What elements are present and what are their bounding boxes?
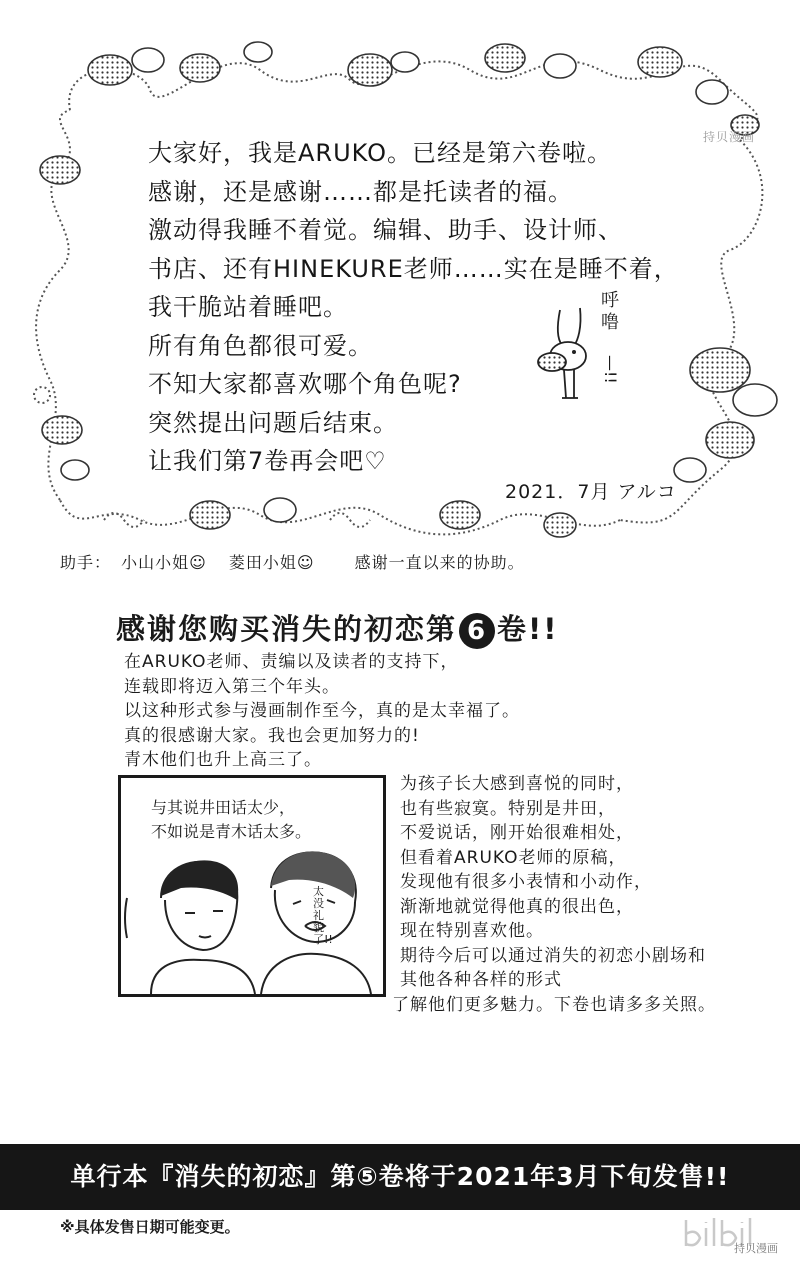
editor-note (124, 650, 520, 773)
signature: 2021．7月 アルコ (505, 481, 677, 503)
speech-line: 与其说井田话太少， (151, 798, 296, 817)
comic-aside-text: 太没礼貌了!! (313, 885, 333, 946)
note-line: 大家好，我是ARUKO。已经是第六卷啦。 (148, 139, 612, 167)
thanks-title-before: 感谢您购买消失的初恋第 (116, 612, 458, 646)
bottom-watermark: 持贝漫画 (734, 1242, 778, 1255)
editor-note-line: 期待今后可以通过消失的初恋小剧场和 (400, 945, 706, 966)
editor-note-line: 但看着ARUKO老师的原稿， (400, 847, 627, 868)
assistant-name: 小山小姐☺ (121, 553, 207, 572)
editor-note-line: 在ARUKO老师、责编以及读者的支持下， (124, 652, 459, 672)
assistant-credits (60, 550, 529, 573)
editor-note-line: 其他各种各样的形式 (400, 970, 562, 990)
note-line: 突然提出问题后结束。 (148, 408, 398, 437)
editor-note-line: 以这种形式参与漫画制作至今，真的是太幸福了。 (124, 701, 520, 721)
editor-note-continued (392, 772, 716, 1017)
assistant-thanks: 感谢一直以来的协助。 (354, 553, 525, 572)
snore-tail: —!! (601, 355, 620, 384)
release-footnote: ※具体发售日期可能变更。 (60, 1218, 240, 1236)
editor-note-line: 也有些寂寞。特别是井田， (400, 798, 616, 819)
volume-badge: 6 (459, 613, 495, 649)
thanks-title-after: 卷!! (497, 612, 559, 646)
editor-note-line: 为孩子长大感到喜悦的同时， (400, 774, 634, 794)
speech-bubble (151, 796, 311, 844)
assistant-label: 助手： (60, 553, 112, 572)
note-line: 感谢，还是感谢……都是托读者的福。 (148, 177, 573, 206)
note-line: 让我们第7卷再会吧♡ (148, 447, 387, 475)
assistant-name: 菱田小姐☺ (228, 553, 315, 572)
release-banner: 单行本『消失的初恋』第⑤卷将于2021年3月下旬发售!! (0, 1144, 800, 1210)
sleeping-rabbit-illustration (522, 300, 602, 420)
editor-note-line: 现在特别喜欢他。 (400, 921, 544, 941)
note-line: 我干脆站着睡吧。 (148, 293, 348, 321)
top-watermark: 持贝漫画 (703, 130, 756, 144)
snore-char: 呼 (601, 290, 619, 311)
note-line: 激动得我睡不着觉。编辑、助手、设计师、 (148, 216, 623, 244)
editor-note-line: 真的很感谢大家。我也会更加努力的! (124, 725, 420, 746)
editor-note-line: 渐渐地就觉得他真的很出色， (400, 896, 634, 917)
editor-note-line: 发现他有很多小表情和小动作， (400, 872, 652, 892)
snore-char: 噜 (601, 312, 619, 333)
note-line: 所有角色都很可爱。 (148, 331, 373, 360)
note-line: 不知大家都喜欢哪个角色呢? (148, 370, 462, 398)
note-line: 书店、还有HINEKURE老师……实在是睡不着， (148, 254, 679, 283)
author-note (148, 134, 708, 481)
editor-note-line: 不爱说话，刚开始很难相处， (400, 823, 634, 843)
editor-note-line: 青木他们也升上高三了。 (124, 750, 322, 770)
speech-line: 不如说是青木话太多。 (151, 822, 312, 841)
thanks-title (116, 607, 558, 649)
editor-note-line: 连载即将迈入第三个年头。 (124, 676, 340, 697)
comic-panel (118, 775, 386, 997)
editor-note-line: 了解他们更多魅力。下卷也请多多关照。 (392, 994, 716, 1015)
